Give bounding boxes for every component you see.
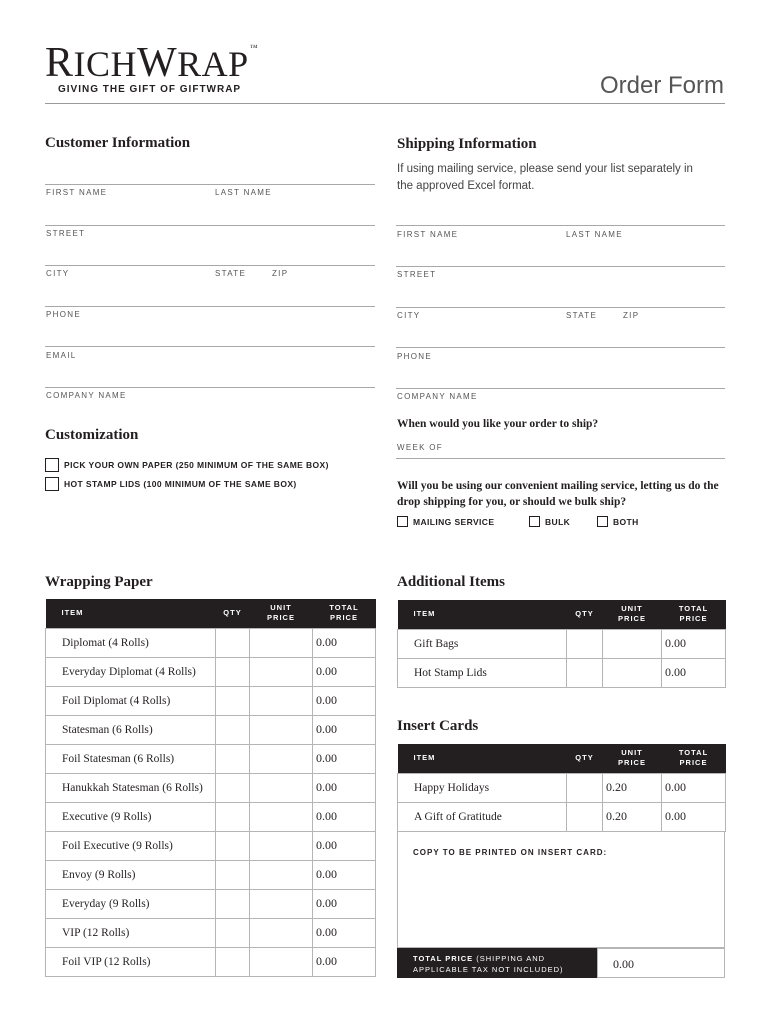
qty-input-cell[interactable] (216, 860, 250, 889)
qty-input-cell[interactable] (216, 773, 250, 802)
shipping-street-field[interactable]: STREET (397, 270, 437, 279)
total-price-cell: 0.00 (313, 657, 376, 686)
mailing-service-checkbox[interactable] (397, 516, 408, 527)
hot-stamp-checkbox[interactable] (45, 477, 59, 491)
total-price-cell: 0.00 (662, 658, 726, 687)
col-item: ITEM (46, 599, 216, 628)
qty-input-cell[interactable] (216, 802, 250, 831)
unit-price-input-cell[interactable] (250, 918, 313, 947)
item-name-cell: Hot Stamp Lids (398, 658, 567, 687)
header-divider (45, 103, 725, 104)
total-price-cell: 0.00 (313, 831, 376, 860)
ship-date-question: When would you like your order to ship? (397, 418, 599, 430)
option-mailing-service[interactable] (397, 516, 494, 527)
table-row (46, 918, 376, 947)
table-row (46, 831, 376, 860)
additional-items-table (397, 600, 726, 688)
unit-price-input-cell[interactable] (250, 715, 313, 744)
customer-email-field[interactable]: EMAIL (46, 351, 77, 360)
customer-zip-field[interactable]: ZIP (272, 269, 289, 278)
qty-input-cell[interactable] (216, 889, 250, 918)
insert-cards-heading: Insert Cards (397, 718, 479, 734)
table-row (46, 947, 376, 976)
total-price-value[interactable]: 0.00 (597, 948, 725, 978)
unit-price-input-cell[interactable] (250, 947, 313, 976)
option-both[interactable] (597, 516, 639, 527)
qty-input-cell[interactable] (216, 947, 250, 976)
table-header-row (398, 744, 726, 773)
customer-first-name-field[interactable]: FIRST NAME (46, 188, 108, 197)
total-price-cell: 0.00 (313, 802, 376, 831)
unit-price-input-cell[interactable] (250, 744, 313, 773)
qty-input-cell[interactable] (216, 628, 250, 657)
unit-price-cell: 0.20 (603, 802, 662, 831)
unit-price-input-cell[interactable] (250, 831, 313, 860)
table-row (46, 773, 376, 802)
customer-city-field[interactable]: CITY (46, 269, 70, 278)
hot-stamp-checkbox-label: HOT STAMP LIDS (100 MINIMUM OF THE SAME BOX) (64, 479, 297, 489)
item-name-cell: VIP (12 Rolls) (46, 918, 216, 947)
table-row (46, 715, 376, 744)
customization-option-hot-stamp[interactable] (45, 477, 297, 491)
unit-price-input-cell[interactable] (250, 657, 313, 686)
unit-price-input-cell[interactable] (603, 629, 662, 658)
qty-input-cell[interactable] (216, 831, 250, 860)
table-row (398, 773, 726, 802)
page-title: Order Form (599, 72, 724, 99)
total-price-cell: 0.00 (313, 889, 376, 918)
col-unit-price: UNIT PRICE (250, 599, 313, 628)
unit-price-input-cell[interactable] (250, 773, 313, 802)
table-row (46, 657, 376, 686)
item-name-cell: Everyday (9 Rolls) (46, 889, 216, 918)
item-name-cell: Diplomat (4 Rolls) (46, 628, 216, 657)
table-row (46, 744, 376, 773)
table-row (398, 802, 726, 831)
shipping-rule-2 (396, 266, 725, 267)
qty-input-cell[interactable] (216, 715, 250, 744)
shipping-state-field[interactable]: STATE (566, 311, 598, 320)
col-qty: QTY (567, 744, 603, 773)
shipping-rule-5 (396, 388, 725, 389)
total-price-cell: 0.00 (313, 918, 376, 947)
shipping-last-name-field[interactable]: LAST NAME (566, 230, 623, 239)
shipping-rule-4 (396, 347, 725, 348)
unit-price-input-cell[interactable] (250, 686, 313, 715)
customer-rule-6 (45, 387, 375, 388)
total-price-cell: 0.00 (662, 802, 726, 831)
customer-state-field[interactable]: STATE (215, 269, 247, 278)
customer-rule-2 (45, 225, 375, 226)
total-price-cell: 0.00 (313, 715, 376, 744)
item-name-cell: Happy Holidays (398, 773, 567, 802)
additional-items-heading: Additional Items (397, 574, 505, 590)
item-name-cell: Everyday Diplomat (4 Rolls) (46, 657, 216, 686)
unit-price-input-cell[interactable] (250, 802, 313, 831)
unit-price-input-cell[interactable] (603, 658, 662, 687)
qty-input-cell[interactable] (216, 744, 250, 773)
qty-input-cell[interactable] (567, 802, 603, 831)
customer-rule-5 (45, 346, 375, 347)
table-header-row (46, 599, 376, 628)
customer-rule-4 (45, 306, 375, 307)
item-name-cell: Hanukkah Statesman (6 Rolls) (46, 773, 216, 802)
total-price-cell: 0.00 (313, 686, 376, 715)
customer-rule-3 (45, 265, 375, 266)
col-qty: QTY (567, 600, 603, 629)
col-item: ITEM (398, 744, 567, 773)
item-name-cell: Foil Diplomat (4 Rolls) (46, 686, 216, 715)
table-row (46, 860, 376, 889)
customer-last-name-field[interactable]: LAST NAME (215, 188, 272, 197)
mailing-service-label: MAILING SERVICE (413, 516, 495, 527)
qty-input-cell[interactable] (216, 657, 250, 686)
table-row (398, 658, 726, 687)
total-price-cell: 0.00 (313, 773, 376, 802)
customer-company-field[interactable]: COMPANY NAME (46, 391, 127, 400)
both-label: BOTH (613, 516, 639, 527)
insert-cards-table (397, 744, 726, 832)
brand-tagline: GIVING THE GIFT OF GIFTWRAP (58, 84, 242, 95)
shipping-note: If using mailing service, please send your list separately in the approved Excel format. (397, 163, 693, 192)
total-price-cell: 0.00 (313, 628, 376, 657)
week-of-field[interactable]: WEEK OF (397, 443, 443, 452)
item-name-cell: Statesman (6 Rolls) (46, 715, 216, 744)
qty-input-cell[interactable] (567, 773, 603, 802)
table-row (46, 628, 376, 657)
col-qty: QTY (216, 599, 250, 628)
unit-price-input-cell[interactable] (250, 889, 313, 918)
table-row (46, 802, 376, 831)
customization-heading: Customization (45, 427, 139, 443)
week-of-rule (396, 458, 725, 459)
unit-price-input-cell[interactable] (250, 860, 313, 889)
total-price-label: TOTAL PRICE (SHIPPING AND APPLICABLE TAX NOT INCLUDED) (397, 948, 597, 978)
unit-price-input-cell[interactable] (250, 628, 313, 657)
col-total-price: TOTAL PRICE (313, 599, 376, 628)
qty-input-cell[interactable] (216, 686, 250, 715)
item-name-cell: Foil VIP (12 Rolls) (46, 947, 216, 976)
shipping-company-field[interactable]: COMPANY NAME (397, 392, 478, 401)
shipping-rule-3 (396, 307, 725, 308)
item-name-cell: A Gift of Gratitude (398, 802, 567, 831)
bulk-checkbox[interactable] (529, 516, 540, 527)
richwrap-logo: RICHWRAP™ (45, 40, 259, 86)
customer-phone-field[interactable]: PHONE (46, 310, 81, 319)
item-name-cell: Executive (9 Rolls) (46, 802, 216, 831)
qty-input-cell[interactable] (567, 629, 603, 658)
item-name-cell: Foil Statesman (6 Rolls) (46, 744, 216, 773)
shipping-first-name-field[interactable]: FIRST NAME (397, 230, 459, 239)
option-bulk[interactable] (529, 516, 570, 527)
shipping-rule-1 (396, 225, 725, 226)
both-checkbox[interactable] (597, 516, 608, 527)
table-row (46, 686, 376, 715)
total-price-cell: 0.00 (313, 947, 376, 976)
col-total-price: TOTAL PRICE (662, 744, 726, 773)
table-header-row (398, 600, 726, 629)
col-unit-price: UNIT PRICE (603, 600, 662, 629)
shipping-info-heading: Shipping Information (397, 136, 537, 152)
shipping-city-field[interactable]: CITY (397, 311, 421, 320)
qty-input-cell[interactable] (567, 658, 603, 687)
col-unit-price: UNIT PRICE (603, 744, 662, 773)
col-item: ITEM (398, 600, 567, 629)
total-price-cell: 0.00 (662, 773, 726, 802)
item-name-cell: Gift Bags (398, 629, 567, 658)
insert-card-copy-label: COPY TO BE PRINTED ON INSERT CARD: (413, 848, 608, 857)
unit-price-cell: 0.20 (603, 773, 662, 802)
wrapping-paper-heading: Wrapping Paper (45, 574, 153, 590)
customer-info-heading: Customer Information (45, 135, 191, 151)
shipping-phone-field[interactable]: PHONE (397, 352, 432, 361)
shipping-zip-field[interactable]: ZIP (623, 311, 640, 320)
customization-option-paper[interactable] (45, 458, 329, 472)
paper-checkbox[interactable] (45, 458, 59, 472)
table-row (398, 629, 726, 658)
paper-checkbox-label: PICK YOUR OWN PAPER (250 MINIMUM OF THE SAME BOX) (64, 460, 329, 470)
total-price-cell: 0.00 (313, 860, 376, 889)
customer-rule-1 (45, 184, 375, 185)
bulk-label: BULK (545, 516, 571, 527)
col-total-price: TOTAL PRICE (662, 600, 726, 629)
mailing-service-question: Will you be using our convenient mailing service, letting us do the drop shipping for you, or should we bulk ship? (397, 480, 719, 508)
total-price-cell: 0.00 (662, 629, 726, 658)
customer-street-field[interactable]: STREET (46, 229, 86, 238)
item-name-cell: Foil Executive (9 Rolls) (46, 831, 216, 860)
total-price-cell: 0.00 (313, 744, 376, 773)
qty-input-cell[interactable] (216, 918, 250, 947)
item-name-cell: Envoy (9 Rolls) (46, 860, 216, 889)
table-row (46, 889, 376, 918)
wrapping-paper-table (45, 599, 376, 977)
